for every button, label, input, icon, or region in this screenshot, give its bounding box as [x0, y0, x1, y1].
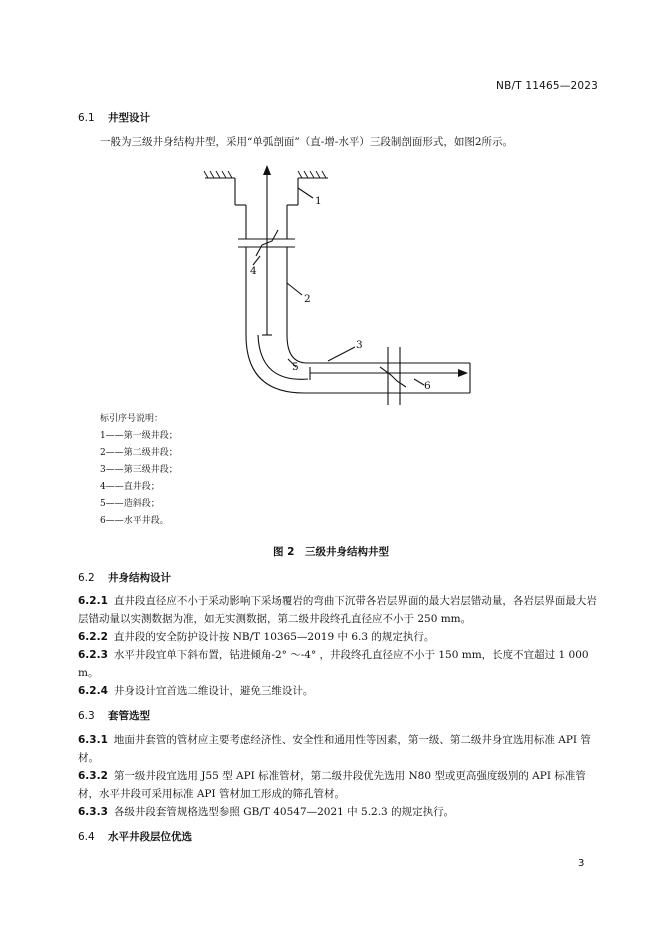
section-6-4-heading — [78, 829, 192, 844]
clause-number: 6.2.1 — [78, 595, 108, 607]
section-number: 6.3 — [78, 710, 95, 722]
legend-item: 3——第三级井段； — [100, 465, 178, 475]
clause-number: 6.2.2 — [78, 631, 108, 643]
legend-title: 标引序号说明： — [100, 414, 164, 424]
clause-text: 直井段直径应不小于采动影响下采场覆岩的弯曲下沉带各岩层界面的最大岩层错动量，各岩层界面最大岩层错动量以实测数据为准，如无实测数据，第二级井段终孔直径应不小于 250 mm。 — [78, 595, 597, 625]
figure-legend — [100, 411, 178, 530]
well-structure-diagram — [190, 155, 490, 415]
clause-number: 6.2.3 — [78, 649, 108, 661]
section-number: 6.4 — [78, 831, 95, 843]
section-6-1-heading — [78, 110, 150, 125]
clause-text: 直井段的安全防护设计按 NB/T 10365—2019 中 6.3 的规定执行。 — [113, 631, 435, 643]
clause-text: 各级井段套管规格选型参照 GB/T 40547—2021 中 5.2.3 的规定执行。 — [113, 806, 455, 818]
figure-caption: 图 2 三级井身结构井型 — [273, 546, 389, 558]
legend-item: 1——第一级井段； — [100, 431, 178, 441]
clause-text: 地面井套管的管材应主要考虑经济性、安全性和通用性等因素，第一级、第二级井身宜选用标准 API 管材。 — [78, 734, 591, 764]
callout-1: 1 — [315, 195, 322, 207]
section-title: 井型设计 — [108, 112, 150, 124]
clause-number: 6.3.2 — [78, 770, 108, 782]
clause-text: 井身设计宜首选二维设计，避免三维设计。 — [113, 685, 314, 697]
section-number: 6.2 — [78, 572, 95, 584]
clause-6-2-3 — [78, 646, 598, 682]
page-number: 3 — [578, 858, 585, 869]
clause-6-2-1 — [78, 592, 598, 628]
clause-6-3-2 — [78, 767, 598, 803]
legend-item: 5——造斜段； — [100, 499, 160, 509]
section-number: 6.1 — [78, 112, 95, 124]
document-header-id: NB/T 11465—2023 — [496, 80, 598, 92]
clause-number: 6.3.3 — [78, 806, 108, 818]
section-title: 井身结构设计 — [108, 572, 171, 584]
section-6-2-heading — [78, 570, 171, 585]
clause-6-3-1 — [78, 731, 598, 767]
callout-4: 4 — [250, 265, 257, 277]
clause-6-2-4 — [78, 682, 598, 700]
callout-6: 6 — [424, 380, 431, 392]
clause-number: 6.3.1 — [78, 734, 108, 746]
callout-2: 2 — [304, 293, 311, 305]
callout-5: 5 — [292, 361, 299, 373]
clause-text: 水平井段宜单下斜布置，钻进倾角-2° ～-4° ，井段终孔直径应不小于 150 mm，长度不宜超过 1 000 m。 — [78, 649, 589, 679]
legend-item: 2——第二级井段； — [100, 448, 178, 458]
section-6-1-paragraph: 一般为三级井身结构井型，采用“单弧剖面”（直-增-水平）三段制剖面形式，如图2所示。 — [100, 136, 514, 148]
callout-3: 3 — [356, 339, 363, 351]
clause-6-3-3 — [78, 803, 598, 821]
clause-text: 第一级井段宜选用 J55 型 API 标准管材，第二级井段优先选用 N80 型或更高强度级别的 API 标准管材，水平井段可采用标准 API 管材加工形成的筛孔管材。 — [78, 770, 586, 800]
legend-item: 4——直井段； — [100, 482, 160, 492]
legend-item: 6——水平井段。 — [100, 516, 169, 526]
section-title: 套管选型 — [108, 710, 150, 722]
clause-6-2-2 — [78, 628, 598, 646]
clause-number: 6.2.4 — [78, 685, 108, 697]
section-title: 水平井段层位优选 — [108, 831, 192, 843]
section-6-3-heading — [78, 708, 150, 723]
